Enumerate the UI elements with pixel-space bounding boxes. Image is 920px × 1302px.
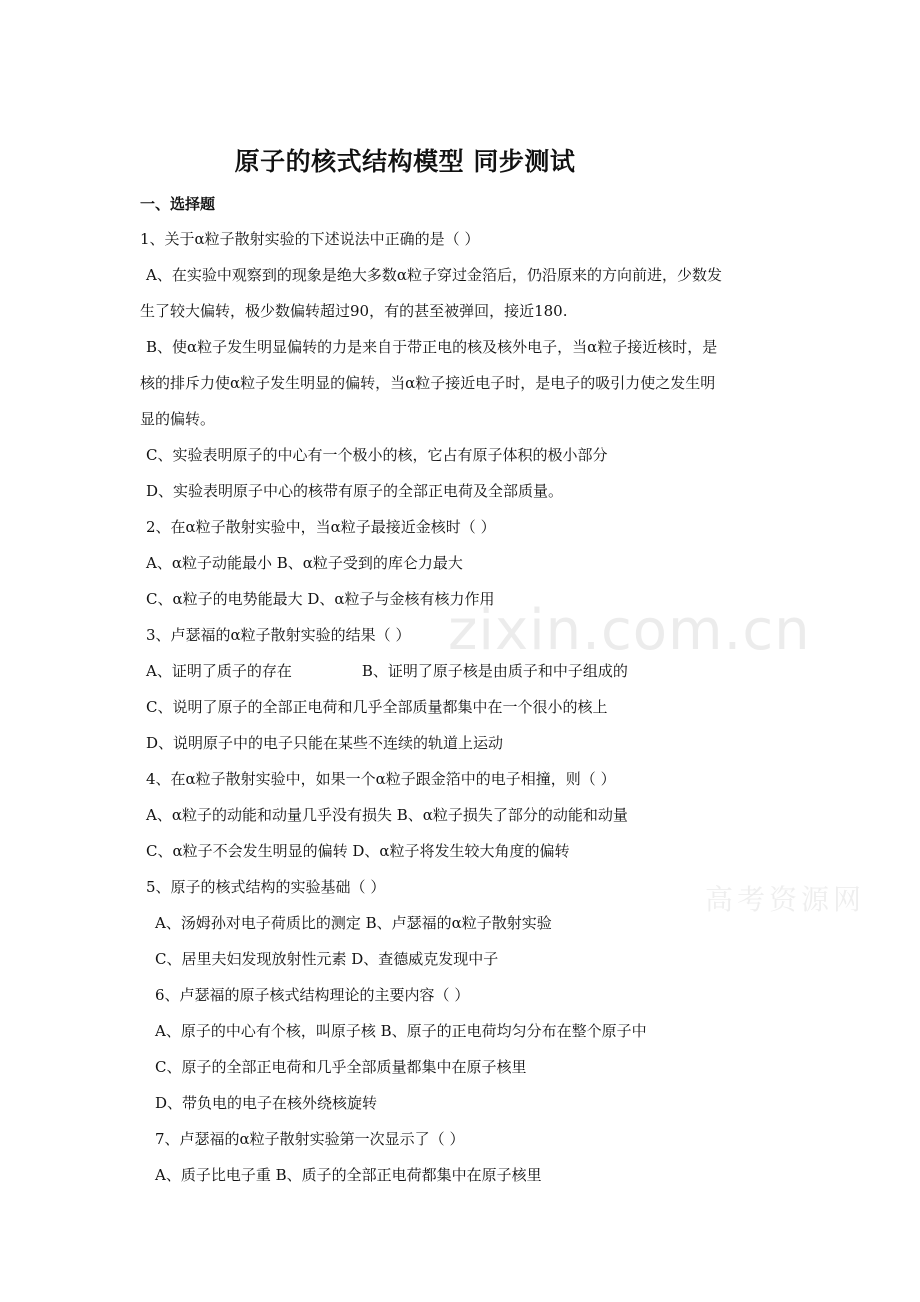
- q3-options-ab: [146, 661, 796, 681]
- q6-stem: 6、卢瑟福的原子核式结构理论的主要内容（ ）: [155, 986, 470, 1004]
- q4-options-ab: A、α粒子的动能和动量几乎没有损失 B、α粒子损失了部分的动能和动量: [146, 806, 628, 824]
- q3-option-c: C、说明了原子的全部正电荷和几乎全部质量都集中在一个很小的核上: [146, 698, 608, 716]
- q6-options-ab: A、原子的中心有个核，叫原子核 B、原子的正电荷均匀分布在整个原子中: [155, 1022, 647, 1040]
- watermark-text: zixin.com.cn: [448, 598, 811, 663]
- q5-options-ab: A、汤姆孙对电子荷质比的测定 B、卢瑟福的α粒子散射实验: [155, 914, 552, 932]
- page-title: 原子的核式结构模型 同步测试: [234, 147, 576, 176]
- q5-options-cd: C、居里夫妇发现放射性元素 D、查德威克发现中子: [155, 950, 499, 968]
- q1-option-b-line3: 显的偏转。: [140, 410, 216, 428]
- q3-option-a: A、证明了质子的存在: [146, 662, 292, 680]
- q1-option-d: D、实验表明原子中心的核带有原子的全部正电荷及全部质量。: [146, 482, 564, 500]
- q6-option-c: C、原子的全部正电荷和几乎全部质量都集中在原子核里: [155, 1058, 527, 1076]
- q1-option-b-line2: 核的排斥力使α粒子发生明显的偏转，当α粒子接近电子时，是电子的吸引力使之发生明: [140, 374, 716, 392]
- q4-options-cd: C、α粒子不会发生明显的偏转 D、α粒子将发生较大角度的偏转: [146, 842, 570, 860]
- section-heading: 一、选择题: [140, 195, 216, 213]
- stamp-text: 高考资源网: [705, 883, 866, 916]
- q1-option-a-line2: 生了较大偏转，极少数偏转超过90，有的甚至被弹回，接近180.: [140, 302, 568, 320]
- q2-options-ab: A、α粒子动能最小 B、α粒子受到的库仑力最大: [146, 554, 463, 572]
- q7-stem: 7、卢瑟福的α粒子散射实验第一次显示了（ ）: [155, 1130, 465, 1148]
- q1-option-c: C、实验表明原子的中心有一个极小的核，它占有原子体积的极小部分: [146, 446, 608, 464]
- q3-option-b: B、证明了原子核是由质子和中子组成的: [361, 662, 628, 680]
- q5-stem: 5、原子的核式结构的实验基础（ ）: [146, 878, 386, 896]
- q1-stem: 1、关于α粒子散射实验的下述说法中正确的是（ ）: [140, 230, 480, 248]
- q3-option-d: D、说明原子中的电子只能在某些不连续的轨道上运动: [146, 734, 504, 752]
- q7-options-ab: A、质子比电子重 B、质子的全部正电荷都集中在原子核里: [155, 1166, 542, 1184]
- q4-stem: 4、在α粒子散射实验中，如果一个α粒子跟金箔中的电子相撞，则（ ）: [146, 770, 616, 788]
- q1-option-b-line1: B、使α粒子发生明显偏转的力是来自于带正电的核及核外电子，当α粒子接近核时，是: [146, 338, 718, 356]
- q3-stem: 3、卢瑟福的α粒子散射实验的结果（ ）: [146, 626, 411, 644]
- q2-stem: 2、在α粒子散射实验中，当α粒子最接近金核时（ ）: [146, 518, 496, 536]
- q1-option-a-line1: A、在实验中观察到的现象是绝大多数α粒子穿过金箔后，仍沿原来的方向前进，少数发: [146, 266, 722, 284]
- q6-option-d: D、带负电的电子在核外绕核旋转: [155, 1094, 378, 1112]
- q2-options-cd: C、α粒子的电势能最大 D、α粒子与金核有核力作用: [146, 590, 495, 608]
